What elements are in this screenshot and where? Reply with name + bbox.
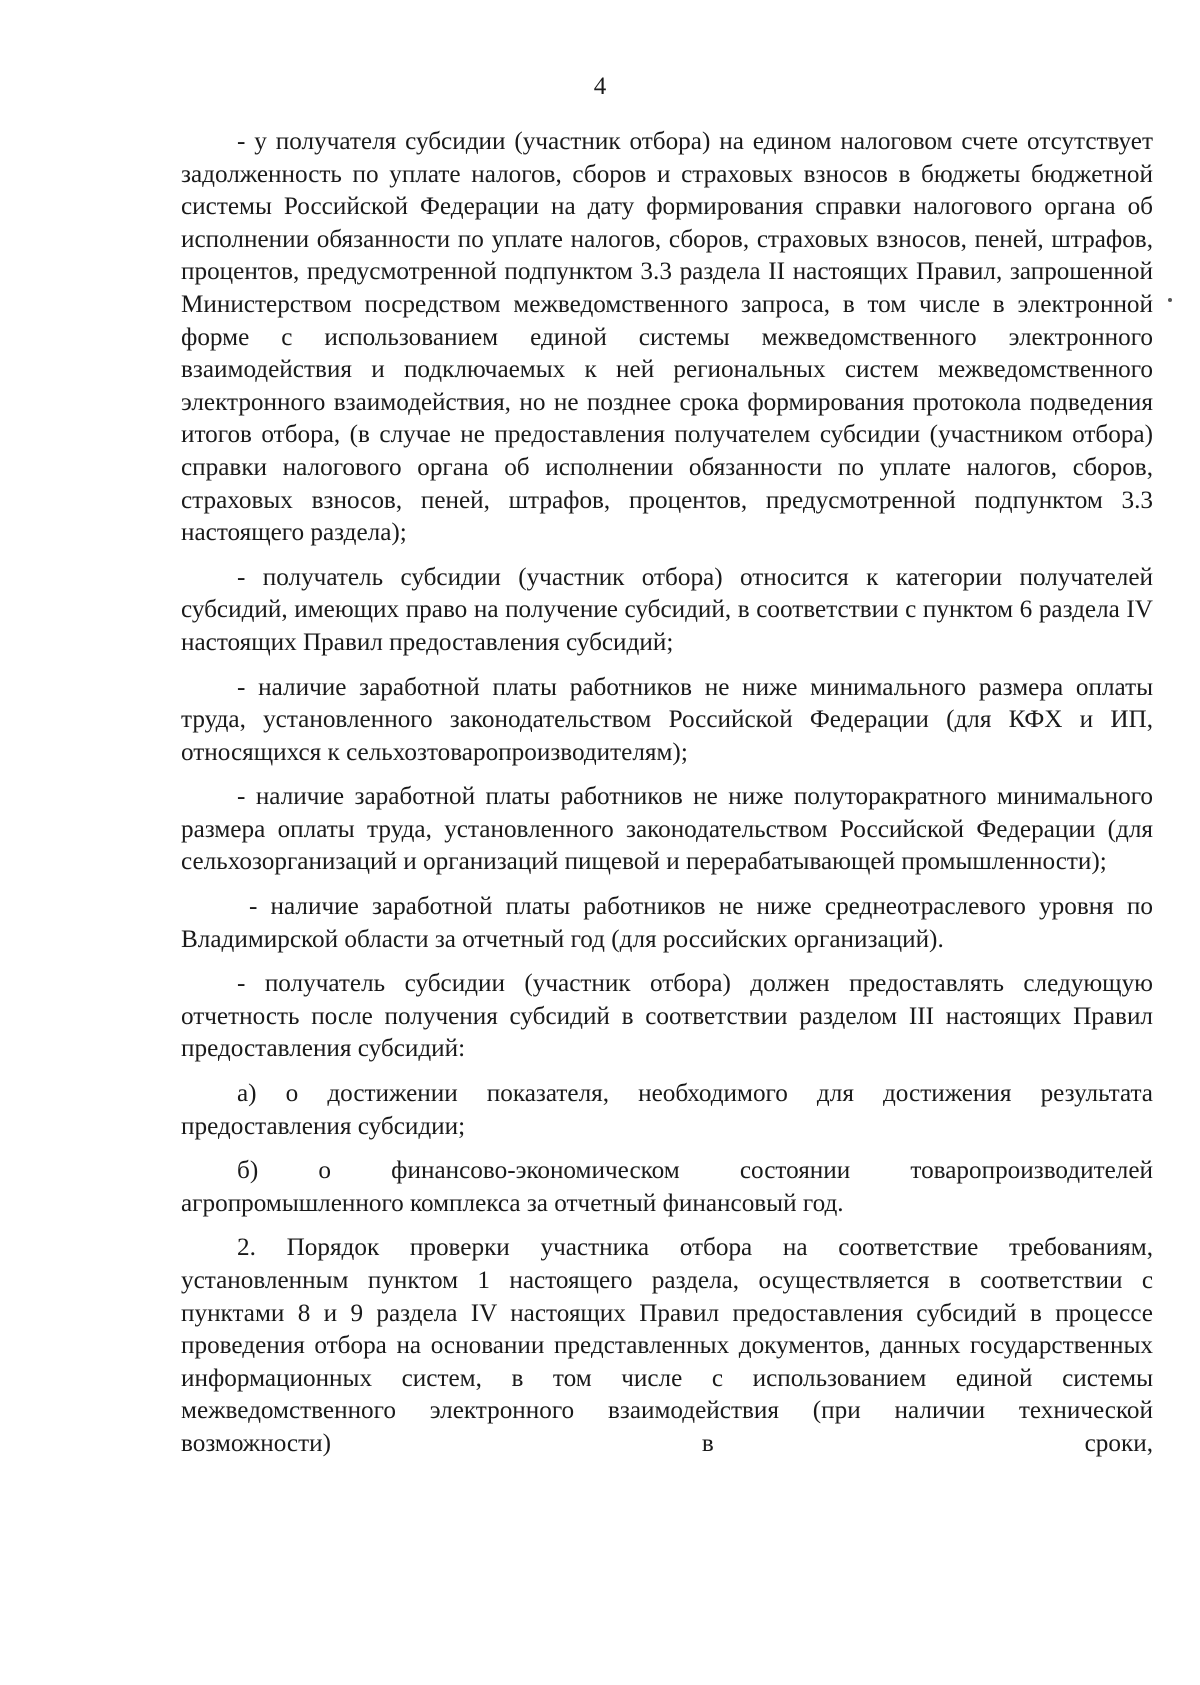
paragraph-recipient-category: - получатель субсидии (участник отбора) относится к категории получателей субсидий, имеющих право на получение субсидий, в соответствии с пунктом 6 раздела IV настоящих Правил предоставления субсидий; xyxy=(181,563,1153,656)
paragraph-reporting-requirement: - получатель субсидии (участник отбора) должен предоставлять следующую отчетность после получения субсидий в соответствии разделом III настоящих Правил предоставления субсидий: xyxy=(181,970,1153,1063)
margin-mark xyxy=(1168,298,1172,302)
paragraph-min-wage-kfh-ip: - наличие заработной платы работников не ниже минимального размера оплаты труда, установленного законодательством Российской Федерации (для КФХ и ИП, относящихся к сельхозтоваропроизводителям); xyxy=(181,673,1153,766)
paragraph-min-wage-organizations: - наличие заработной платы работников не ниже полуторакратного минимального размера оплаты труда, установленного законодательством Российской Федерации (для сельхозорганизаций и организаций пищевой и перерабатывающей промышленности); xyxy=(181,783,1153,876)
paragraph-verification-procedure: 2. Порядок проверки участника отбора на соответствие требованиям, установленным пунктом 1 настоящего раздела, осуществляется в соответствии с пунктами 8 и 9 раздела IV настоящих Правил предоставления субсидий в процессе проведения отбора на основании представленных документов, данных государственных информационных систем, в том числе с использованием единой системы межведомственного электронного взаимодействия (при наличии технической возможности) в сроки, xyxy=(181,1234,1153,1457)
document-body xyxy=(181,126,1153,1461)
paragraph-report-financial-state: б) о финансово-экономическом состоянии товаропроизводителей агропромышленного комплекса за отчетный финансовый год. xyxy=(181,1157,1153,1217)
paragraph-report-indicator: а) о достижении показателя, необходимого для достижения результата предоставления субсидии; xyxy=(181,1080,1153,1140)
paragraph-tax-debt-requirement: - у получателя субсидии (участник отбора) на едином налоговом счете отсутствует задолженность по уплате налогов, сборов и страховых взносов в бюджеты бюджетной системы Российской Федерации на дату формирования справки налогового органа об исполнении обязанности по уплате налогов, сборов, страховых взносов, пеней, штрафов, процентов, предусмотренной подпунктом 3.3 раздела II настоящих Правил, запрошенной Министерством посредством межведомственного запроса, в том числе в электронной форме с использованием единой системы межведомственного электронного взаимодействия и подключаемых к ней региональных систем межведомственного электронного взаимодействия, но не позднее срока формирования протокола подведения итогов отбора, (в случае не предоставления получателем субсидии (участником отбора) справки налогового органа об исполнении обязанности по уплате налогов, сборов, страховых взносов, пеней, штрафов, процентов, предусмотренной подпунктом 3.3 настоящего раздела); xyxy=(181,128,1153,547)
paragraph-average-wage-region: - наличие заработной платы работников не ниже среднеотраслевого уровня по Владимирской области за отчетный год (для российских организаций). xyxy=(181,893,1153,953)
page-number: 4 xyxy=(593,73,607,100)
